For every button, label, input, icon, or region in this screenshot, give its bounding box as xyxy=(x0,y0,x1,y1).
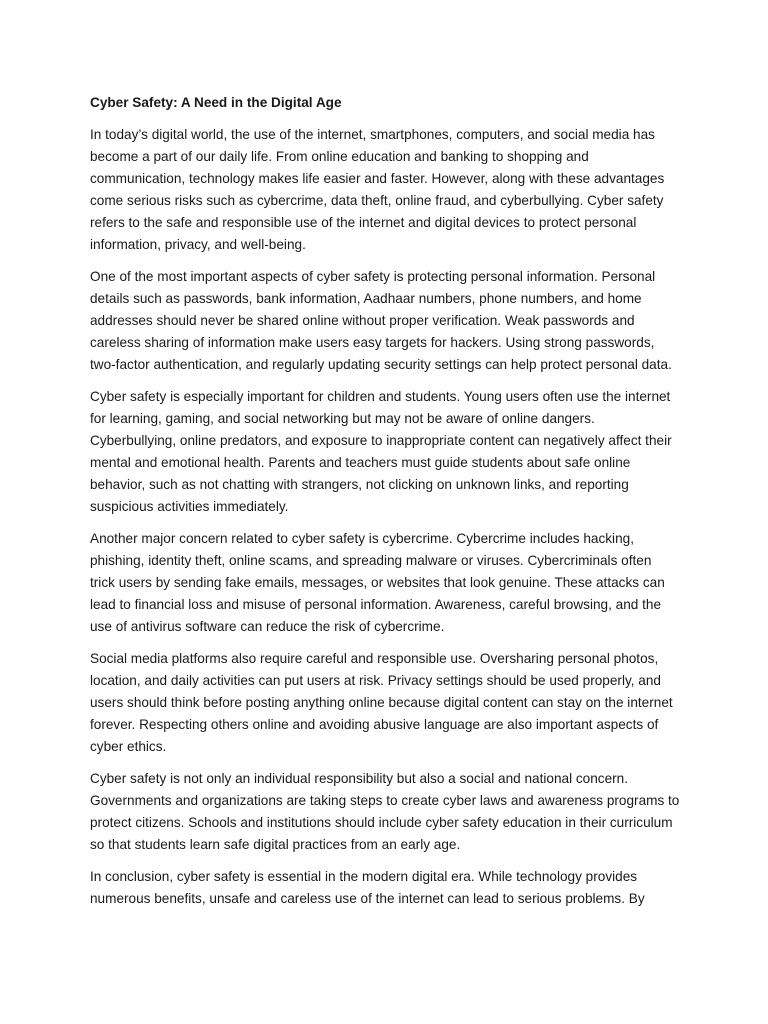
paragraph-4: Another major concern related to cyber safety is cybercrime. Cybercrime includes hacking, phishing, identity theft, online scams, and spreading malware or viruses. Cybercriminals often trick users by sending fake emails, messages, or websites that look genuine. These attacks can lead to financial loss and misuse of personal information. Awareness, careful browsing, and the use of antivirus software can reduce the risk of cybercrime. xyxy=(90,531,665,634)
document-body xyxy=(90,92,680,920)
paragraph-5: Social media platforms also require careful and responsible use. Oversharing personal photos, location, and daily activities can put users at risk. Privacy settings should be used properly, and users should think before posting anything online because digital content can stay on the internet forever. Respecting others online and avoiding abusive language are also important aspects of cyber ethics. xyxy=(90,651,673,754)
paragraph-2: One of the most important aspects of cyber safety is protecting personal information. Personal details such as passwords, bank information, Aadhaar numbers, phone numbers, and home addresses should never be shared online without proper verification. Weak passwords and careless sharing of information make users easy targets for hackers. Using strong passwords, two-factor authentication, and regularly updating security settings can help protect personal data. xyxy=(90,269,672,372)
paragraph-6: Cyber safety is not only an individual responsibility but also a social and national concern. Governments and organizations are taking steps to create cyber laws and awareness programs to protect citizens. Schools and institutions should include cyber safety education in their curriculum so that students learn safe digital practices from an early age. xyxy=(90,771,680,852)
paragraph-7: In conclusion, cyber safety is essential in the modern digital era. While technology provides numerous benefits, unsafe and careless use of the internet can lead to serious problems. By xyxy=(90,869,645,906)
paragraph-1: In today’s digital world, the use of the internet, smartphones, computers, and social media has become a part of our daily life. From online education and banking to shopping and communication, technology makes life easier and faster. However, along with these advantages come serious risks such as cybercrime, data theft, online fraud, and cyberbullying. Cyber safety refers to the safe and responsible use of the internet and digital devices to protect personal information, privacy, and well-being. xyxy=(90,127,665,252)
paragraph-3: Cyber safety is especially important for children and students. Young users often use the internet for learning, gaming, and social networking but may not be aware of online dangers. Cyberbullying, online predators, and exposure to inappropriate content can negatively affect their mental and emotional health. Parents and teachers must guide students about safe online behavior, such as not chatting with strangers, not clicking on unknown links, and reporting suspicious activities immediately. xyxy=(90,389,672,514)
document-title: Cyber Safety: A Need in the Digital Age xyxy=(90,95,342,110)
